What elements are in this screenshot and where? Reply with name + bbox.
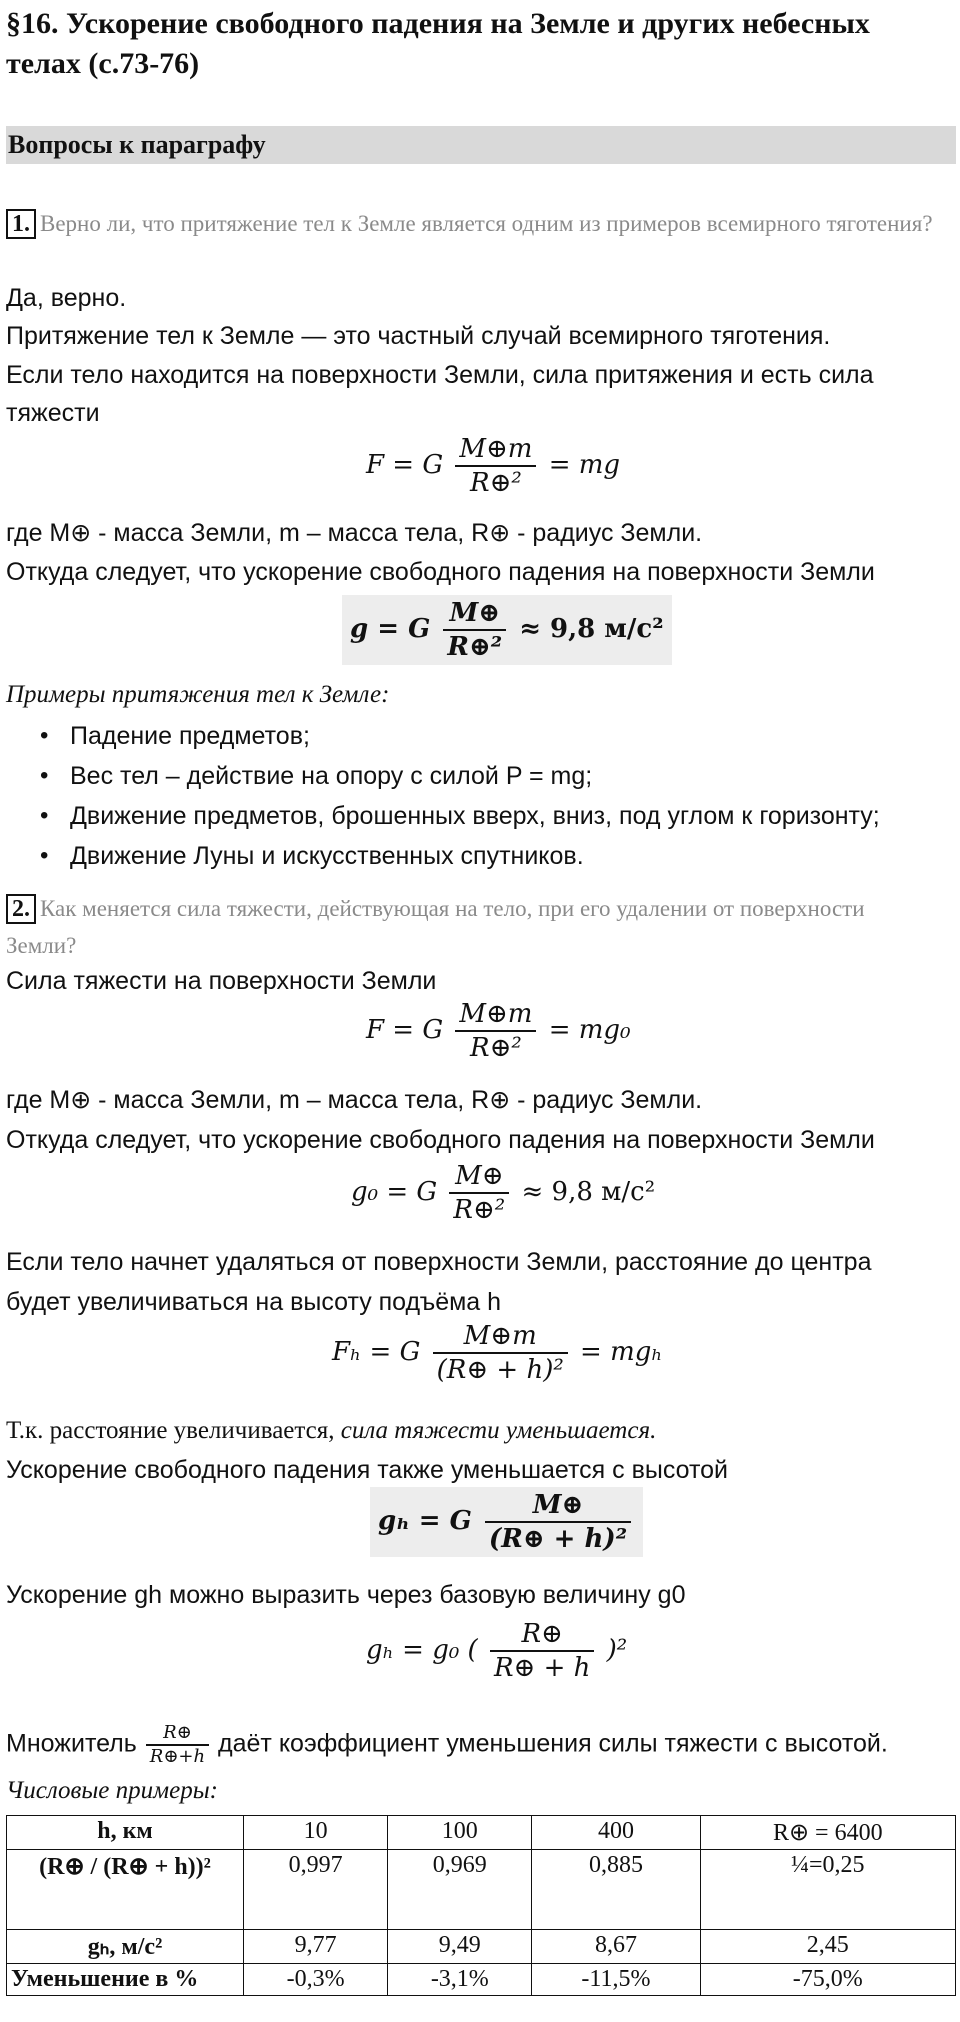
formula-g0: g₀ = G $\frac{M\oplus}{\text{R⊕²}}$ ≈ 9,8 м/с²	[351, 1161, 656, 1225]
table-row	[7, 1816, 956, 1850]
section-title: Вопросы к параграфу	[8, 130, 266, 159]
examples-title: Примеры притяжения тел к Земле:	[6, 681, 390, 708]
answer-line: Сила тяжести на поверхности Земли	[6, 967, 437, 995]
table-cell: -0,3%	[244, 1964, 388, 1996]
table-cell: -3,1%	[388, 1964, 532, 1996]
table-cell: 9,77	[244, 1930, 388, 1964]
list-item: • Движение Луны и искусственных спутников.	[6, 836, 880, 876]
table-cell: 400	[532, 1816, 700, 1850]
formula-g-surface: g = G $\frac{M\oplus}{\text{R⊕²}}$ ≈ 9,8 м/с²	[342, 595, 672, 665]
page-title: §16. Ускорение свободного падения на Земле и других небесных телах (с.73-76)	[6, 7, 870, 80]
table-cell: 100	[388, 1816, 532, 1850]
table-cell: 2,45	[700, 1930, 955, 1964]
list-item: • Движение предметов, брошенных вверх, вниз, под углом к горизонту;	[6, 796, 880, 836]
table-cell: 9,49	[388, 1930, 532, 1964]
table-row	[7, 1850, 956, 1930]
tk-line: Т.к. расстояние увеличивается, сила тяжести уменьшается.	[6, 1417, 657, 1444]
table-cell: -75,0%	[700, 1964, 955, 1996]
question-number: 2.	[6, 894, 36, 924]
hence-line: Откуда следует, что ускорение свободного падения на поверхности Земли	[6, 558, 875, 586]
table-cell: 8,67	[532, 1930, 700, 1964]
answer-line: тяжести	[6, 399, 100, 427]
numeric-title: Числовые примеры:	[6, 1777, 218, 1804]
table-cell: gₕ, м/с²	[7, 1930, 244, 1964]
answer-line: Притяжение тел к Земле — это частный случай всемирного тяготения.	[6, 322, 831, 350]
table-row	[7, 1930, 956, 1964]
question-1	[6, 205, 936, 242]
section-header	[6, 126, 956, 164]
question-2	[6, 890, 936, 964]
formula-force-height: Fₕ = G $\frac{M\oplus m}{\text{(R⊕ + h)²}}$ = mgₕ	[332, 1321, 663, 1385]
question-text: Верно ли, что притяжение тел к Земле является одним из примеров всемирного тяготения?	[40, 211, 933, 236]
table-cell: -11,5%	[532, 1964, 700, 1996]
list-item: • Падение предметов;	[6, 716, 880, 756]
answer-line: Ускорение свободного падения также уменьшается с высотой	[6, 1456, 729, 1484]
hence-line: Откуда следует, что ускорение свободного падения на поверхности Земли	[6, 1126, 875, 1154]
answer-line: будет увеличиваться на высоту подъёма h	[6, 1288, 502, 1316]
table-cell: (R⊕ / (R⊕ + h))²	[7, 1850, 244, 1930]
answer-line: Ускорение gh можно выразить через базовую величину g0	[6, 1581, 686, 1609]
table-cell: Уменьшение в %	[7, 1964, 244, 1996]
answer-line: Если тело начнет удаляться от поверхности Земли, расстояние до центра	[6, 1248, 872, 1276]
answer-line: Да, верно.	[6, 284, 127, 312]
formula-gh-g0: gₕ = g₀ ( $\frac{R\oplus}{R\oplus + h}$ )²	[366, 1619, 628, 1683]
table-cell: 0,997	[244, 1850, 388, 1930]
table-cell: 10	[244, 1816, 388, 1850]
formula-gravity-force-2: F = G $\frac{M\oplus m}{\text{R⊕²}}$ = mg₀	[366, 999, 631, 1063]
where-line: где M⊕ - масса Земли, m – масса тела, R⊕ - радиус Земли.	[6, 1086, 703, 1114]
table-cell: R⊕ = 6400	[700, 1816, 955, 1850]
formula-gravity-force: F = G $\frac{M\oplus m}{\text{R⊕²}}$ = mg	[366, 434, 621, 498]
table-cell: 0,969	[388, 1850, 532, 1930]
table-cell: h, км	[7, 1816, 244, 1850]
answer-line: Если тело находится на поверхности Земли, сила притяжения и есть сила	[6, 361, 874, 389]
question-text: Как меняется сила тяжести, действующая на тело, при его удалении от поверхности Земли?	[6, 896, 865, 958]
table-cell: ¼=0,25	[700, 1850, 955, 1930]
table-row	[7, 1964, 956, 1996]
where-line: где M⊕ - масса Земли, m – масса тела, R⊕ - радиус Земли.	[6, 519, 703, 547]
list-item: • Вес тел – действие на опору с силой P = mg;	[6, 756, 880, 796]
table-cell: 0,885	[532, 1850, 700, 1930]
question-number: 1.	[6, 209, 36, 239]
examples-list	[6, 716, 880, 876]
multiplier-line: Множитель $\frac{R\oplus}{R\oplus+h}$ даёт коэффициент уменьшения силы тяжести с высотой.	[6, 1722, 888, 1767]
formula-gh: gₕ = G $\frac{M\oplus}{\text{(R⊕ + h)²}}$	[370, 1487, 643, 1557]
numeric-table	[6, 1815, 956, 1996]
